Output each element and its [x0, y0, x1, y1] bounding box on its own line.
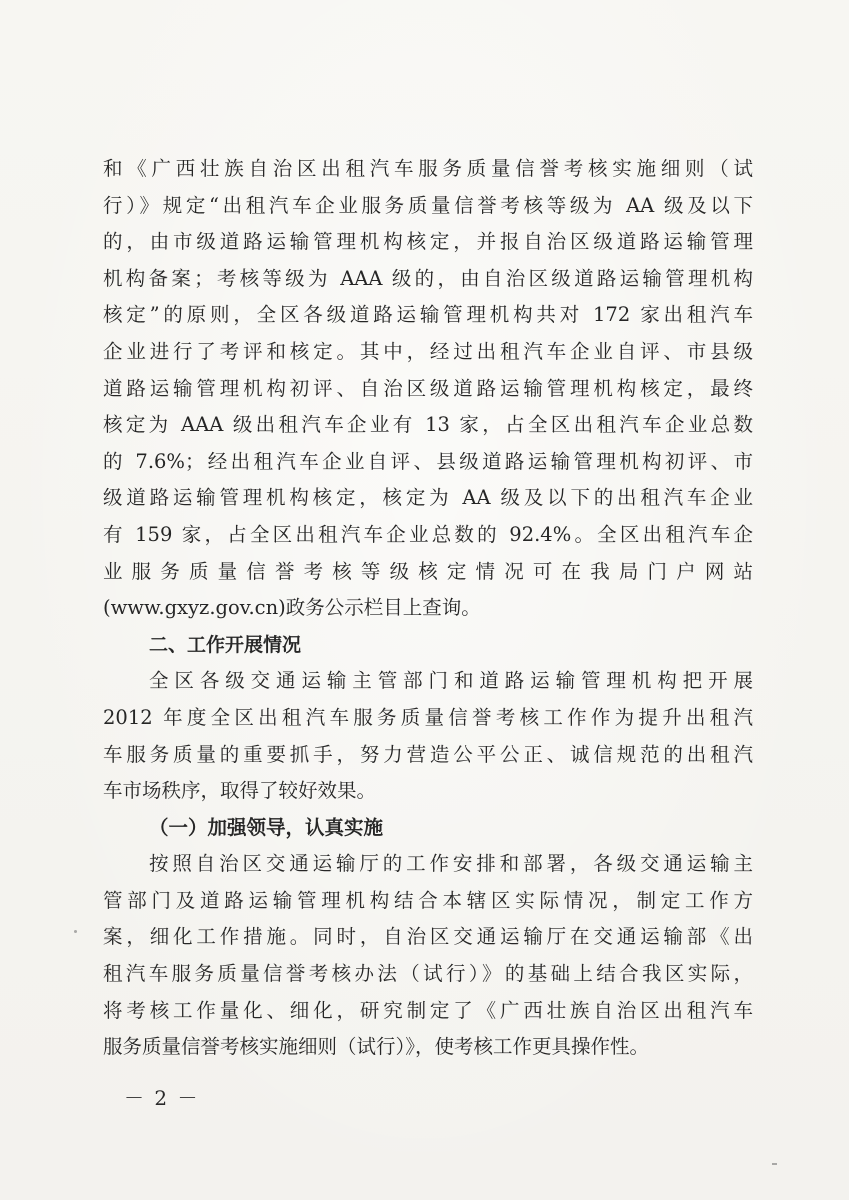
section-heading: 二、工作开展情况 [149, 633, 302, 656]
paragraph-line: 车市场秩序，取得了较好效果。 [103, 779, 377, 803]
paragraph-line: 车服务质量的重要抓手，努力营造公平公正、诚信规范的出租汽 [103, 742, 753, 766]
paragraph-line: 机构备案；考核等级为 AAA 级的，由自治区级道路运输管理机构 [103, 266, 753, 290]
paragraph-line: 的 7.6%；经出租汽车企业自评、县级道路运输管理机构初评、市 [103, 449, 753, 473]
paragraph-line: 企业进行了考评和核定。其中，经过出租汽车企业自评、市县级 [103, 339, 753, 363]
paragraph-line: 核定”的原则，全区各级道路运输管理机构共对 172 家出租汽车 [103, 303, 753, 327]
page-number: － 2 － [124, 1086, 200, 1110]
paragraph-line: 管部门及道路运输管理机构结合本辖区实际情况，制定工作方 [103, 888, 753, 912]
scan-speck [772, 1163, 777, 1165]
document-body [103, 151, 753, 1066]
paragraph-line: 道路运输管理机构初评、自治区级道路运输管理机构核定，最终 [103, 376, 753, 400]
paragraph-line: 的，由市级道路运输管理机构核定，并报自治区级道路运输管理 [103, 230, 753, 254]
scan-speck [74, 930, 77, 933]
paragraph-line: 有 159 家，占全区出租汽车企业总数的 92.4%。全区出租汽车企 [103, 522, 753, 546]
paragraph-line: 将考核工作量化、细化，研究制定了《广西壮族自治区出租汽车 [103, 998, 753, 1022]
paragraph-line: 和《广西壮族自治区出租汽车服务质量信誉考核实施细则（试 [103, 157, 753, 180]
paragraph-line: 服务质量信誉考核实施细则（试行）》，使考核工作更具操作性。 [103, 1035, 650, 1059]
paragraph-line: 案，细化工作措施。同时，自治区交通运输厅在交通运输部《出 [103, 925, 753, 949]
paragraph-line: 业服务质量信誉考核等级核定情况可在我局门户网站 [103, 559, 753, 583]
paragraph-line: 级道路运输管理机构核定，核定为 AA 级及以下的出租汽车企业 [103, 486, 753, 510]
paragraph-line: 2012 年度全区出租汽车服务质量信誉考核工作作为提升出租汽 [103, 705, 753, 729]
paragraph-line: 行）》规定“出租汽车企业服务质量信誉考核等级为 AA 级及以下 [103, 193, 753, 217]
paragraph-line: 全区各级交通运输主管部门和道路运输管理机构把开展 [149, 669, 753, 693]
paragraph-line: (www.gxyz.gov.cn)政务公示栏目上查询。 [103, 596, 481, 620]
paragraph-line: 租汽车服务质量信誉考核办法（试行）》的基础上结合我区实际， [103, 962, 753, 986]
paragraph-line: 核定为 AAA 级出租汽车企业有 13 家，占全区出租汽车企业总数 [103, 413, 753, 437]
paragraph-line: 按照自治区交通运输厅的工作安排和部署，各级交通运输主 [149, 852, 753, 876]
subsection-heading: （一）加强领导，认真实施 [149, 815, 384, 839]
